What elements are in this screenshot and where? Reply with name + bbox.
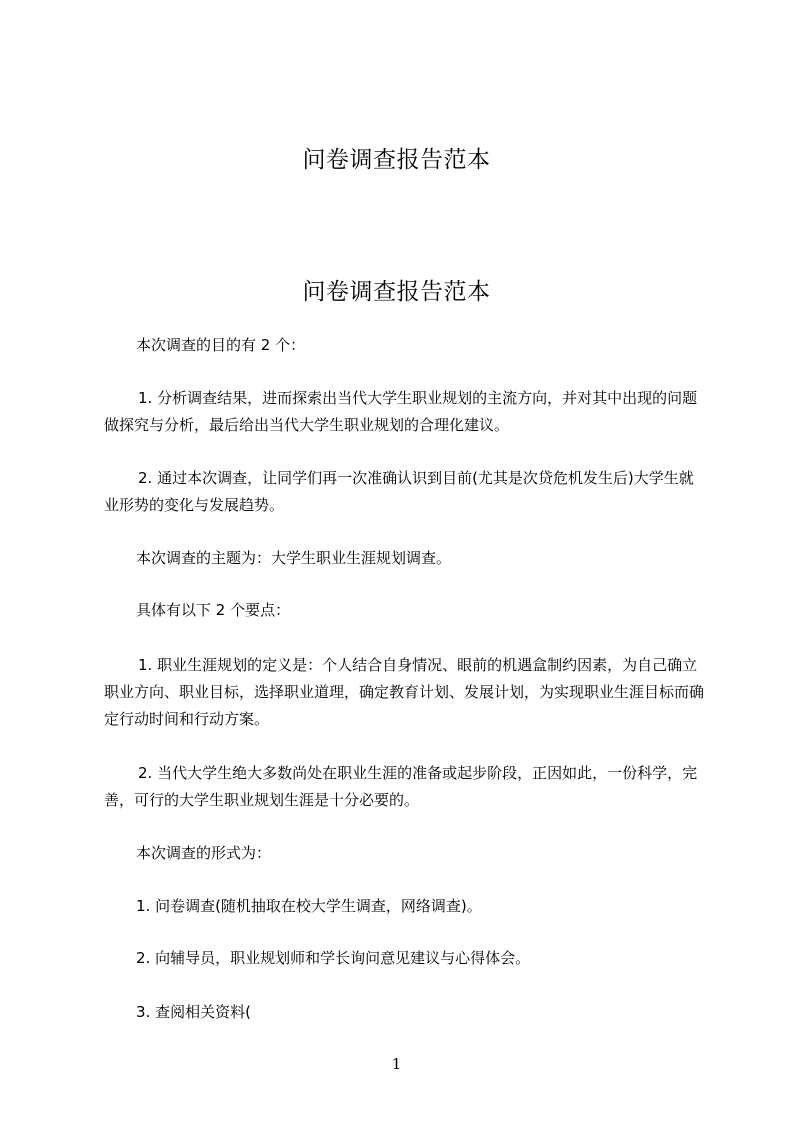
- paragraph-purpose-2: 2. 通过本次调查，让同学们再一次准确认识到目前(尤其是次贷危机发生后)大学生就业形势的变化与发展趋势。: [104, 469, 694, 514]
- paragraph-form-2: 2. 向辅导员，职业规划师和学长询问意见建议与心得体会。: [136, 949, 531, 967]
- paragraph-purpose-intro: 本次调查的目的有 2 个：: [136, 336, 306, 354]
- document-title-main: 问卷调查报告范本: [302, 279, 491, 305]
- paragraph-purpose-1: 1. 分析调查结果，进而探索出当代大学生职业规划的主流方向，并对其中出现的问题做探究与分析，最后给出当代大学生职业规划的合理化建议。: [104, 389, 698, 434]
- page-number: 1: [391, 1055, 402, 1073]
- paragraph-form-3: 3. 查阅相关资料(: [136, 1003, 251, 1021]
- paragraph-form-intro: 本次调查的形式为：: [136, 844, 272, 862]
- paragraph-point-2: 2. 当代大学生绝大多数尚处在职业生涯的准备或起步阶段，正因如此，一份科学，完善，可行的大学生职业规划生涯是十分必要的。: [104, 764, 698, 809]
- paragraph-form-1: 1. 问卷调查(随机抽取在校大学生调查，网络调查)。: [136, 897, 482, 915]
- paragraph-points-intro: 具体有以下 2 个要点：: [136, 601, 291, 619]
- paragraph-point-1: 1. 职业生涯规划的定义是：个人结合自身情况、眼前的机遇盒制约因素，为自己确立职业方向、职业目标，选择职业道理，确定教育计划、发展计划，为实现职业生涯目标而确定行动时间和行动方案。: [104, 656, 705, 728]
- paragraph-theme: 本次调查的主题为：大学生职业生涯规划调查。: [136, 549, 452, 567]
- document-title-top: 问卷调查报告范本: [302, 147, 491, 173]
